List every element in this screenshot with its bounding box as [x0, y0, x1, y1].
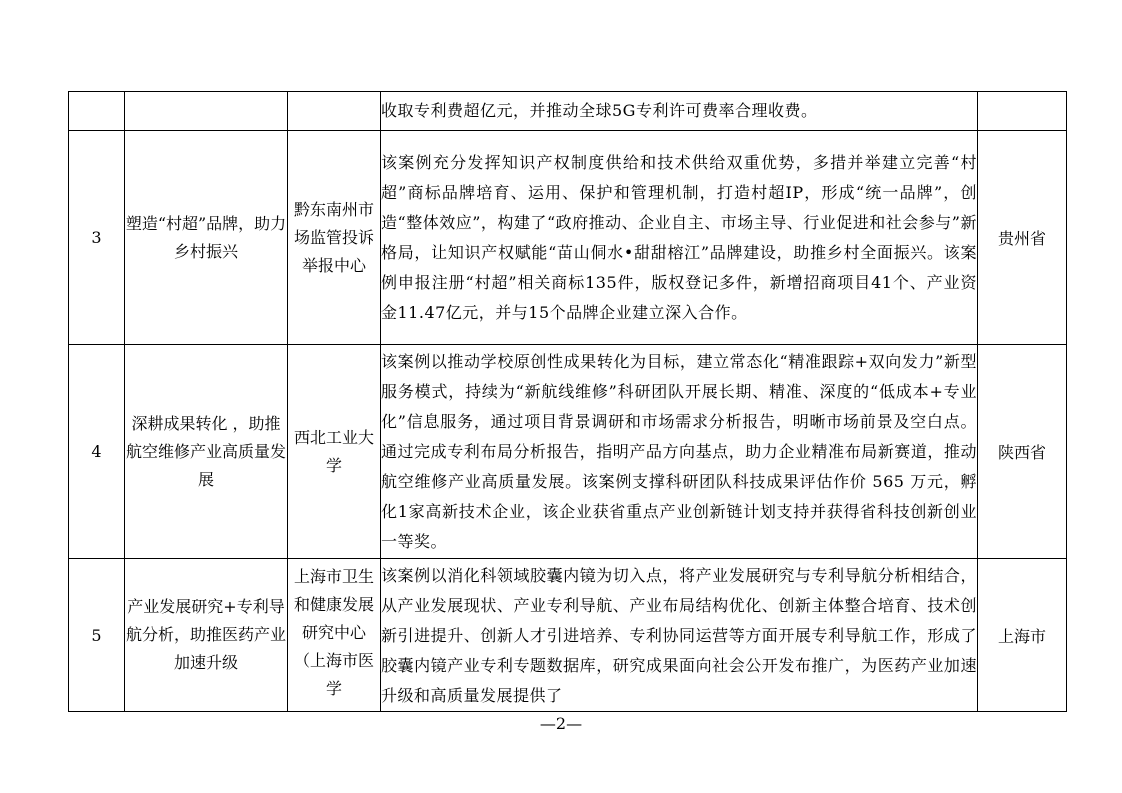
- case-organization-text: 黔东南州市场监管投诉举报中心: [293, 199, 374, 275]
- case-name-text: 塑造“村超”品牌，助力乡村振兴: [125, 213, 287, 261]
- case-description: [381, 559, 978, 712]
- case-name-text: 深耕成果转化 ，助推航空维修产业高质量发展: [125, 413, 286, 489]
- table-row: [69, 131, 1067, 345]
- case-province: 上海市: [978, 559, 1067, 712]
- case-description: 收取专利费超亿元，并推动全球5G专利许可费率合理收费。: [381, 92, 978, 131]
- case-description-text: 该案例充分发挥知识产权制度供给和技术供给双重优势，多措并举建立完善“村超”商标品牌培育、运用、保护和管理机制，打造村超IP，形成“统一品牌”，创造“整体效应”，构建了“政府推动、企业自主、市场主导、行业促进和社会参与”新格局，让知识产权赋能“苗山侗水•甜甜榕江”品牌建设，助推乡村全面振兴。该案例申报注册“村超”相关商标135件，版权登记多件，新增招商项目41个、产业资金11.47亿元，并与15个品牌企业建立深入合作。: [381, 152, 977, 322]
- case-table: [68, 91, 1067, 712]
- table-row: [69, 559, 1067, 712]
- case-name: [125, 131, 288, 345]
- case-description: [381, 345, 978, 559]
- table-row: [69, 92, 1067, 131]
- case-organization: [288, 559, 381, 712]
- case-number: 4: [69, 345, 125, 559]
- case-province: [978, 92, 1067, 131]
- case-organization: [288, 92, 381, 131]
- case-organization: [288, 345, 381, 559]
- page-number: —2—: [539, 714, 583, 733]
- case-description-text: 该案例以推动学校原创性成果转化为目标，建立常态化“精准跟踪+双向发力”新型服务模式，持续为“新航线维修”科研团队开展长期、精准、深度的“低成本+专业化”信息服务，通过项目背景调研和市场需求分析报告，明晰市场前景及空白点。通过完成专利布局分析报告，指明产品方向基点，助力企业精准布局新赛道，推动航空维修产业高质量发展。该案例支撑科研团队科技成果评估作价 565 万元，孵化1家高新技术企业，该企业获省重点产业创新链计划支持并获得省科技创新创业一等奖。: [381, 351, 977, 551]
- case-name: [125, 92, 288, 131]
- case-number: 5: [69, 559, 125, 712]
- case-number: 3: [69, 131, 125, 345]
- case-description-text: 该案例以消化科领域胶囊内镜为切入点，将产业发展研究与专利导航分析相结合，从产业发展现状、产业专利导航、产业布局结构优化、创新主体整合培育、技术创新引进提升、创新人才引进培养、专利协同运营等方面开展专利导航工作，形成了胶囊内镜产业专利专题数据库，研究成果面向社会公开发布推广，为医药产业加速升级和高质量发展提供了: [381, 566, 977, 705]
- case-organization-text: 上海市卫生和健康发展研究中心（上海市医学: [293, 567, 374, 698]
- table-row: [69, 345, 1067, 559]
- case-name-text: 产业发展研究+专利导航分析，助推医药产业加速升级: [125, 597, 286, 672]
- case-organization: [288, 131, 381, 345]
- case-province: 陕西省: [978, 345, 1067, 559]
- case-name: [125, 559, 288, 712]
- case-number: [69, 92, 125, 131]
- case-name: [125, 345, 288, 559]
- case-description: [381, 131, 978, 345]
- case-province: 贵州省: [978, 131, 1067, 345]
- case-organization-text: 西北工业大学: [293, 427, 374, 475]
